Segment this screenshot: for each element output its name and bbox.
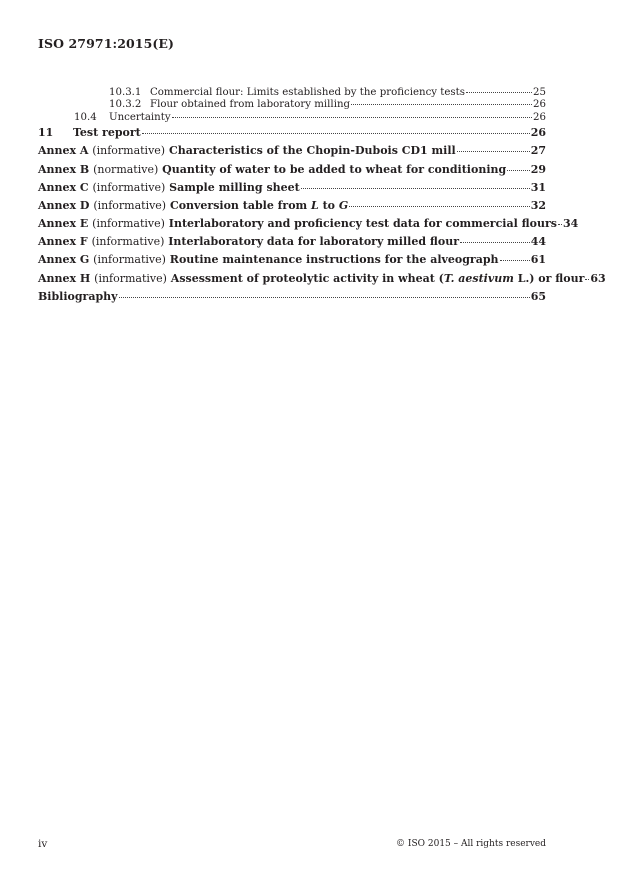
annex-title: Characteristics of the Chopin-Dubois CD1 mill — [168, 144, 456, 158]
annex-title-text: L.) or flour — [513, 271, 585, 285]
toc-entry-page: 27 — [530, 144, 546, 158]
toc-entry-10-4[interactable] — [38, 112, 546, 124]
dot-leader — [466, 92, 532, 93]
toc-entry-annex-a[interactable] — [38, 142, 546, 160]
toc-entry-annex-e[interactable] — [38, 215, 579, 233]
toc-entry-page: 63 — [590, 271, 606, 285]
table-of-contents — [38, 87, 606, 306]
annex-type: (informative) — [92, 180, 166, 194]
annex-title — [171, 272, 585, 285]
toc-entry-page: 32 — [530, 198, 546, 212]
toc-entry-page: 34 — [562, 217, 579, 231]
toc-entry-annex-d[interactable] — [38, 197, 546, 215]
toc-entry-annex-c[interactable] — [38, 179, 546, 197]
annex-type: (informative) — [93, 198, 167, 212]
dot-leader — [349, 206, 529, 207]
toc-entry-annex-b[interactable] — [38, 161, 546, 179]
copyright-notice: © ISO 2015 – All rights reserved — [396, 839, 546, 849]
toc-entry-10-3-1[interactable] — [38, 87, 546, 99]
annex-title — [170, 199, 348, 212]
toc-entry-title: Bibliography — [38, 289, 118, 303]
annex-title-italic: L — [311, 198, 319, 212]
annex-type: (informative) — [94, 271, 167, 285]
dot-leader — [558, 224, 562, 225]
annex-type: (informative) — [93, 253, 166, 267]
toc-entry-annex-g[interactable] — [38, 251, 546, 269]
toc-entry-page: 65 — [530, 289, 546, 303]
toc-entry-11[interactable] — [38, 124, 546, 142]
toc-entry-number: 10.3.1 — [109, 87, 142, 98]
annex-title: Interlaboratory data for laboratory milled flour — [168, 235, 459, 249]
document-id-header: ISO 27971:2015(E) — [38, 36, 175, 51]
toc-entry-page: 61 — [530, 253, 546, 267]
annex-title: Routine maintenance instructions for the alveograph — [169, 253, 499, 267]
annex-type: (informative) — [92, 217, 165, 231]
toc-entry-page: 26 — [533, 99, 546, 111]
toc-entry-page: 44 — [530, 235, 546, 249]
annex-title-italic: G — [338, 198, 349, 212]
annex-title-text: Assessment of proteolytic activity in wheat ( — [170, 271, 444, 285]
annex-title-text: Conversion table from — [169, 198, 312, 212]
annex-type: (informative) — [91, 235, 165, 249]
annex-label: Annex G — [38, 253, 90, 267]
annex-label: Annex B — [38, 162, 90, 176]
toc-entry-page: 29 — [530, 162, 546, 176]
toc-entry-number: 10.4 — [74, 111, 97, 123]
toc-entry-annex-f[interactable] — [38, 233, 546, 251]
annex-title: Quantity of water to be added to wheat for conditioning — [162, 162, 507, 176]
annex-title: Interlaboratory and proficiency test data for commercial flours — [168, 217, 557, 231]
annex-label: Annex H — [38, 271, 91, 285]
toc-entry-page: 26 — [530, 126, 546, 140]
annex-label: Annex E — [38, 217, 89, 231]
dot-leader — [457, 151, 530, 152]
toc-entry-annex-h[interactable] — [38, 270, 606, 288]
dot-leader — [142, 133, 530, 134]
dot-leader — [585, 279, 589, 280]
toc-entry-title: Flour obtained from laboratory milling — [150, 99, 351, 111]
dot-leader — [301, 188, 530, 189]
toc-entry-number: 10.3.2 — [109, 99, 142, 111]
annex-type: (normative) — [93, 162, 159, 176]
toc-entry-number: 11 — [38, 126, 54, 140]
annex-title-text: to — [318, 198, 339, 212]
toc-entry-title: Test report — [73, 126, 141, 140]
dot-leader — [119, 297, 530, 298]
dot-leader — [351, 104, 532, 105]
toc-entry-page: 25 — [533, 87, 546, 98]
toc-entry-bibliography[interactable] — [38, 288, 546, 306]
annex-label: Annex C — [38, 180, 89, 194]
toc-entry-title: Uncertainty — [109, 111, 171, 123]
dot-leader — [500, 260, 530, 261]
dot-leader — [172, 117, 532, 118]
annex-title-italic: T. aestivum — [443, 271, 514, 285]
dot-leader — [460, 242, 530, 243]
toc-entry-10-3-2[interactable] — [38, 99, 546, 111]
annex-label: Annex A — [38, 144, 89, 158]
dot-leader — [507, 170, 530, 171]
annex-label: Annex D — [38, 198, 90, 212]
page-number: iv — [38, 838, 48, 850]
toc-entry-title: Commercial flour: Limits established by the proficiency tests — [150, 87, 465, 98]
annex-type: (informative) — [92, 144, 166, 158]
toc-entry-page: 31 — [530, 180, 546, 194]
toc-entry-page: 26 — [533, 111, 546, 123]
annex-label: Annex F — [38, 235, 88, 249]
annex-title: Sample milling sheet — [169, 180, 300, 194]
